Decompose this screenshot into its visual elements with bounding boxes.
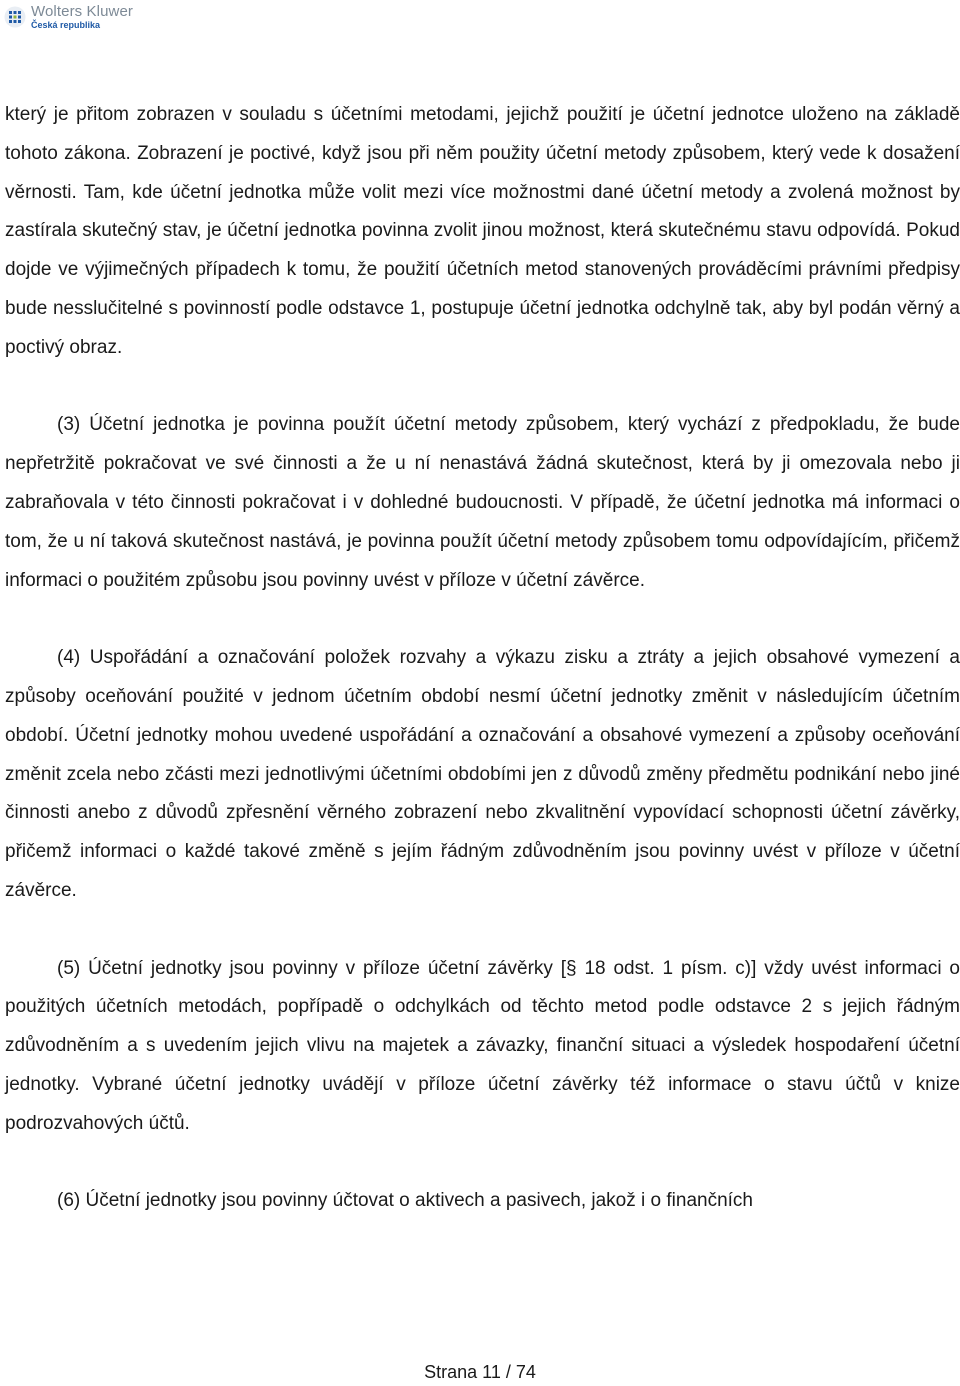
wolters-kluwer-logo-icon bbox=[4, 6, 26, 28]
logo-name: Wolters Kluwer bbox=[31, 3, 133, 20]
paragraph-3: (3) Účetní jednotka je povinna použít účetní metody způsobem, který vychází z předpokladu, že bude nepřetržitě pokračovat ve své činnosti a že u ní nenastává žádná skutečnost, která by ji omezovala nebo ji zabraňovala v této činnosti pokračovat i v dohledné budoucnosti. V případě, že účetní jednotka má informaci o tom, že u ní taková skutečnost nastává, je povinna použít účetní metody způsobem tomu odpovídajícím, přičemž informaci o použitém způsobu jsou povinny uvést v příloze v účetní závěrce. bbox=[5, 414, 960, 591]
paragraph-6: (6) Účetní jednotky jsou povinny účtovat o aktivech a pasivech, jakož i o finančních bbox=[57, 1190, 753, 1212]
paragraph-continuation: který je přitom zobrazen v souladu s účetními metodami, jejichž použití je účetní jednotce uloženo na základě tohoto zákona. Zobrazení je poctivé, když jsou při něm použity účetní metody způsobem, který vede k dosažení věrnosti. Tam, kde účetní jednotka může volit mezi více možnostmi dané účetní metody a zvolená možnost by zastírala skutečný stav, je účetní jednotka povinna zvolit jinou možnost, která skutečnému stavu odpovídá. Pokud dojde ve výjimečných případech k tomu, že použití účetních metod stanovených prováděcími právními předpisy bude nesslučitelné s povinností podle odstavce 1, postupuje účetní jednotka odchylně tak, aby byl podán věrný a poctivý obraz. bbox=[5, 104, 960, 358]
logo-subtitle: Česká republika bbox=[31, 20, 101, 30]
document-body bbox=[5, 96, 960, 1221]
paragraph-5: (5) Účetní jednotky jsou povinny v příloze účetní závěrky [§ 18 odst. 1 písm. c)] vždy uvést informaci o použitých účetních metodách, popřípadě o odchylkách od těchto metod podle odstavce 2 s jejich řádným zdůvodněním a s uvedením jejich vlivu na majetek a závazky, finanční situaci a výsledek hospodaření účetní jednotky. Vybrané účetní jednotky uvádějí v příloze účetní závěrky též informace o stavu účtů v knize podrozvahových účtů. bbox=[5, 957, 960, 1134]
publisher-logo bbox=[4, 4, 133, 30]
paragraph-4: (4) Uspořádání a označování položek rozvahy a výkazu zisku a ztráty a jejich obsahové vymezení a způsoby oceňování použité v jednom účetním období nesmí účetní jednotky změnit v následujícím účetním období. Účetní jednotky mohou uvedené uspořádání a označování a obsahové vymezení a způsoby oceňování změnit zcela nebo zčásti mezi jednotlivými účetními obdobími jen z důvodů změny předmětu podnikání nebo jiné činnosti anebo z důvodů zpřesnění věrného zobrazení nebo zkvalitnění vypovídací schopnosti účetní závěrky, přičemž informaci o každé takové změně s jejím řádným zdůvodněním jsou povinny uvést v příloze v účetní závěrce. bbox=[5, 647, 960, 901]
page-number: Strana 11 / 74 bbox=[424, 1362, 536, 1382]
